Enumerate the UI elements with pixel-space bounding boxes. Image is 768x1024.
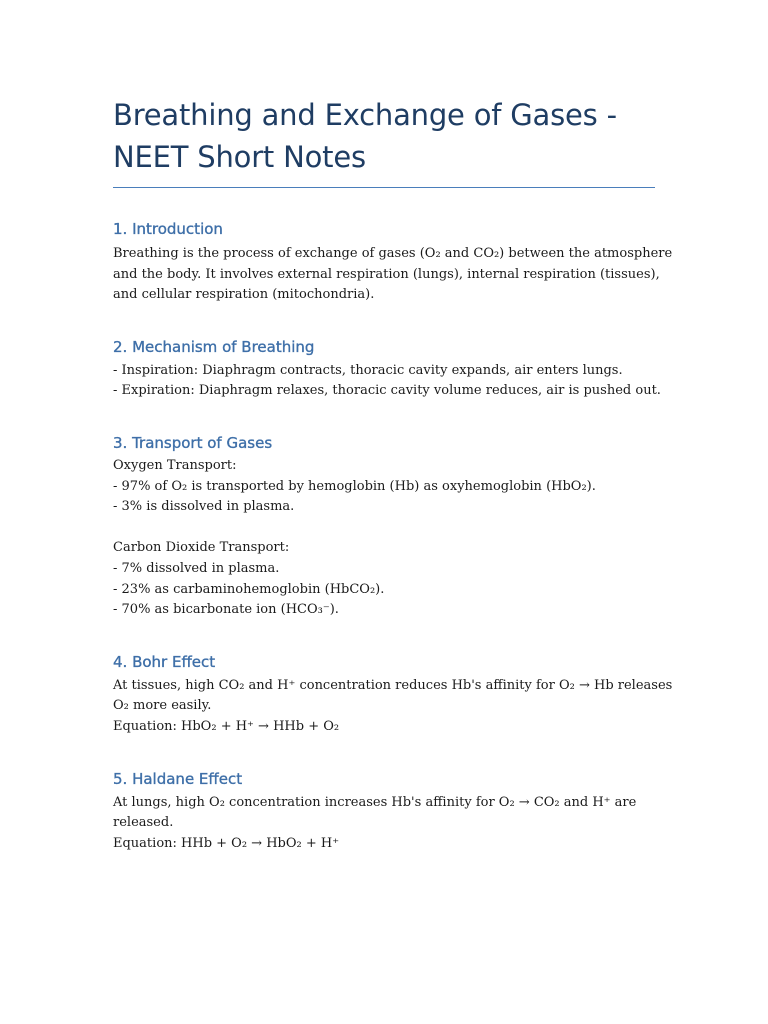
section-body <box>113 676 673 738</box>
document-page <box>113 94 673 854</box>
section-body <box>113 244 673 306</box>
section-mechanism-of-breathing <box>113 337 661 402</box>
section-haldane-effect <box>113 769 655 855</box>
body-text-line: released. <box>113 815 174 831</box>
section-bohr-effect <box>113 652 673 738</box>
body-text-line: - Expiration: Diaphragm relaxes, thoracic cavity volume reduces, air is pushed out. <box>113 383 661 399</box>
section-body <box>113 793 655 855</box>
body-text-line: - Inspiration: Diaphragm contracts, thoracic cavity expands, air enters lungs. <box>113 362 623 378</box>
body-text-line: O₂ more easily. <box>113 698 212 714</box>
document-title <box>113 94 655 178</box>
body-text-line: - 3% is dissolved in plasma. <box>113 499 295 515</box>
body-text-line: Carbon Dioxide Transport: <box>113 540 290 556</box>
blank-line <box>113 518 655 539</box>
section-body <box>113 456 655 621</box>
section-heading: 3. Transport of Gases <box>113 433 273 452</box>
title-line: Breathing and Exchange of Gases - <box>113 98 617 132</box>
body-text-line: Oxygen Transport: <box>113 457 237 473</box>
sections-container <box>113 219 673 854</box>
section-introduction <box>113 219 673 306</box>
title-line: NEET Short Notes <box>113 140 366 174</box>
section-body <box>113 361 661 402</box>
body-text-line: - 23% as carbaminohemoglobin (HbCO₂). <box>113 581 385 597</box>
body-text-line: - 97% of O₂ is transported by hemoglobin (Hb) as oxyhemoglobin (HbO₂). <box>113 478 596 494</box>
title-underline <box>113 187 655 188</box>
body-text-line: Equation: HHb + O₂ → HbO₂ + H⁺ <box>113 835 340 851</box>
section-heading: 1. Introduction <box>113 220 223 238</box>
body-text-line: Equation: HbO₂ + H⁺ → HHb + O₂ <box>113 718 340 734</box>
body-text-line: Breathing is the process of exchange of gases (O₂ and CO₂) between the atmosphere <box>113 246 673 261</box>
section-heading: 4. Bohr Effect <box>113 652 216 671</box>
body-text-line: and the body. It involves external respiration (lungs), internal respiration (tissues), <box>113 266 660 282</box>
section-heading: 2. Mechanism of Breathing <box>113 337 315 356</box>
body-text-line: - 7% dissolved in plasma. <box>113 560 280 576</box>
body-text-line: At tissues, high CO₂ and H⁺ concentration reduces Hb's affinity for O₂ → Hb releases <box>113 677 673 693</box>
body-text-line: - 70% as bicarbonate ion (HCO₃⁻). <box>113 602 339 618</box>
section-transport-of-gases <box>113 433 655 621</box>
section-heading: 5. Haldane Effect <box>113 769 243 788</box>
body-text-line: At lungs, high O₂ concentration increases Hb's affinity for O₂ → CO₂ and H⁺ are <box>113 794 637 810</box>
body-text-line: and cellular respiration (mitochondria). <box>113 287 375 303</box>
